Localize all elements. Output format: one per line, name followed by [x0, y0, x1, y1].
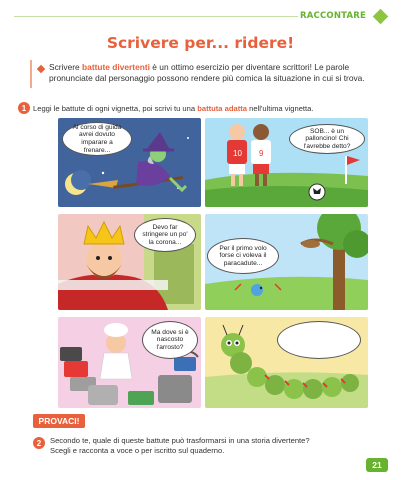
header-rule: [14, 16, 298, 17]
task-2-line2: Scegli e racconta a voce o per iscritto sul quaderno.: [50, 446, 225, 455]
intro-text-end: è un ottimo esercizio per diventare scrittori! Le parole pronunciate dal personaggio possono rendere più comica la situazione in cui si trova.: [49, 62, 365, 84]
task-1-highlight: battuta adatta: [197, 104, 248, 113]
speech-bubble-cook: Ma dove si è nascosto l'arrosto?: [142, 321, 198, 359]
task-number-2: 2: [33, 437, 45, 449]
intro-highlight: battute divertenti: [82, 62, 150, 72]
comic-panel-cook: [58, 317, 201, 408]
comic-panel-bird: [205, 214, 368, 310]
comic-panel-caterpillar: [205, 317, 368, 408]
intro-text-start: Scrivere: [49, 62, 83, 72]
jersey-number-10: 10: [233, 149, 242, 158]
speech-bubble-bird: Per il primo volo forse ci voleva il paracadute...: [207, 238, 279, 274]
jersey-number-9: 9: [259, 149, 264, 158]
speech-bubble-footballers: SOB... è un palloncino! Chi l'avrebbe detto?: [289, 124, 365, 154]
provaci-label: PROVACI!: [33, 414, 85, 428]
diamond-icon: [373, 8, 389, 24]
task-1-start: Leggi le battute di ogni vignetta, poi scrivi tu una: [33, 104, 198, 113]
comic-panel-footballers: [205, 118, 368, 207]
page-number: 21: [366, 458, 388, 472]
task-number-1: 1: [18, 102, 30, 114]
speech-bubble-king: Devo far stringere un po' la corona...: [134, 218, 196, 252]
speech-bubble-witch: Al corso di guida avrei dovuto imparare a frenare...: [62, 122, 132, 156]
comic-panel-witch: [58, 118, 201, 207]
task-2-line1: Secondo te, quale di queste battute può trasformarsi in una storia divertente?: [50, 436, 310, 445]
section-label: RACCONTARE: [300, 11, 367, 21]
task-1-end: nell'ultima vignetta.: [247, 104, 314, 113]
comic-panel-king: [58, 214, 201, 310]
section-header: [300, 8, 386, 24]
page-title: Scrivere per... ridere!: [106, 34, 295, 52]
intro-paragraph: [30, 62, 370, 84]
speech-bubble-empty[interactable]: [277, 321, 361, 359]
task-1-text: [33, 104, 313, 113]
task-2-text: [50, 436, 310, 456]
